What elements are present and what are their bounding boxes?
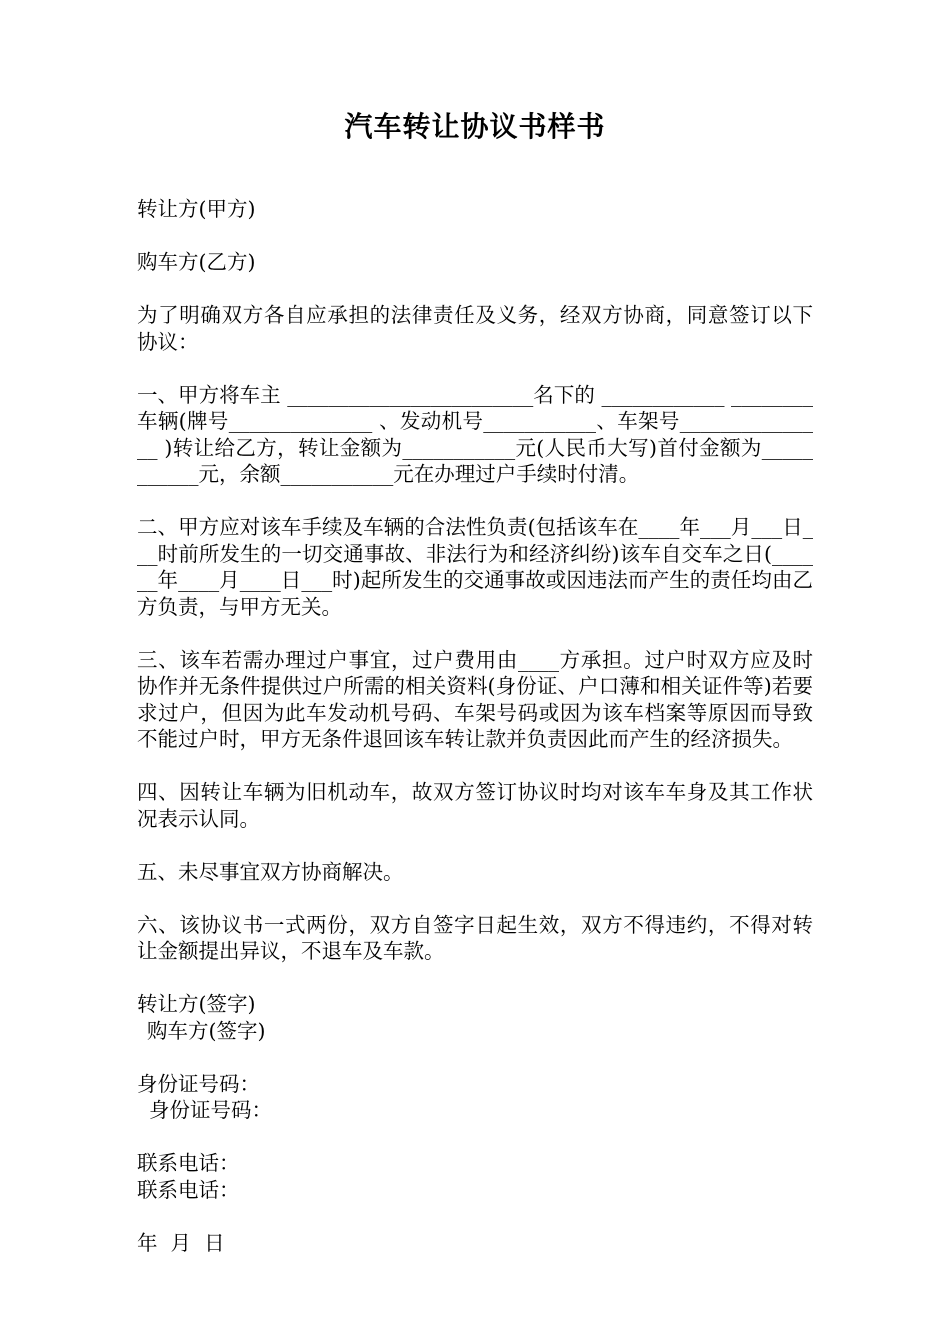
- clause-6: 六、该协议书一式两份，双方自签字日起生效，双方不得违约，不得对转让金额提出异议，不退车及车款。: [137, 912, 813, 963]
- buyer-phone: 联系电话：: [137, 1177, 240, 1202]
- document-body: [137, 196, 813, 1283]
- clause-4: 四、因转让车辆为旧机动车，故双方签订协议时均对该车车身及其工作状况表示认同。: [137, 780, 813, 831]
- transferor-line: 转让方(甲方): [137, 197, 256, 221]
- intro-paragraph: 为了明确双方各自应承担的法律责任及义务，经双方协商，同意签订以下协议：: [137, 303, 813, 354]
- document-title: 汽车转让协议书样书: [344, 110, 606, 143]
- buyer-line: 购车方(乙方): [137, 250, 256, 274]
- date-line: [137, 1230, 813, 1257]
- clause-2: 二、甲方应对该车手续及车辆的合法性负责(包括该车在____年___月___日___时前所发生的一切交通事故、非法行为和经济纠纷)该车自交车之日(______年____月____日___时)起所发生的交通事故或因违法而产生的责任均由乙方负责，与甲方无关。: [137, 515, 813, 619]
- phone-block: [137, 1150, 813, 1203]
- signature-block: [137, 991, 813, 1044]
- transferor-signature: 转让方(签字): [137, 992, 256, 1016]
- buyer-id-number: 身份证号码：: [149, 1098, 272, 1122]
- buyer-signature: 购车方(签字): [147, 1018, 266, 1043]
- clause-3: 三、该车若需办理过户事宜，过户费用由____方承担。过户时双方应及时协作并无条件提供过户所需的相关资料(身份证、户口薄和相关证件等)若要求过户，但因为此车发动机号码、车架号码或因为该车档案等原因而导致不能过户时，甲方无条件退回该车转让款并负责因此而产生的经济损失。: [137, 647, 813, 751]
- clause-1: 一、甲方将车主 ________________________名下的 ____________ ________ 车辆(牌号______________ 、发动机号___________、车架号_______________ )转让给乙方，转让金额为___________元(人民币大写)首付金额为___________元，余额___________元在办理过户手续时付清。: [137, 382, 813, 486]
- signing-date: 年 月 日: [137, 1230, 225, 1255]
- clause-5: 五、未尽事宜双方协商解决。: [137, 859, 404, 884]
- transferor-phone: 联系电话：: [137, 1151, 240, 1175]
- transferor-id-number: 身份证号码：: [137, 1071, 260, 1096]
- id-number-block: [137, 1071, 813, 1124]
